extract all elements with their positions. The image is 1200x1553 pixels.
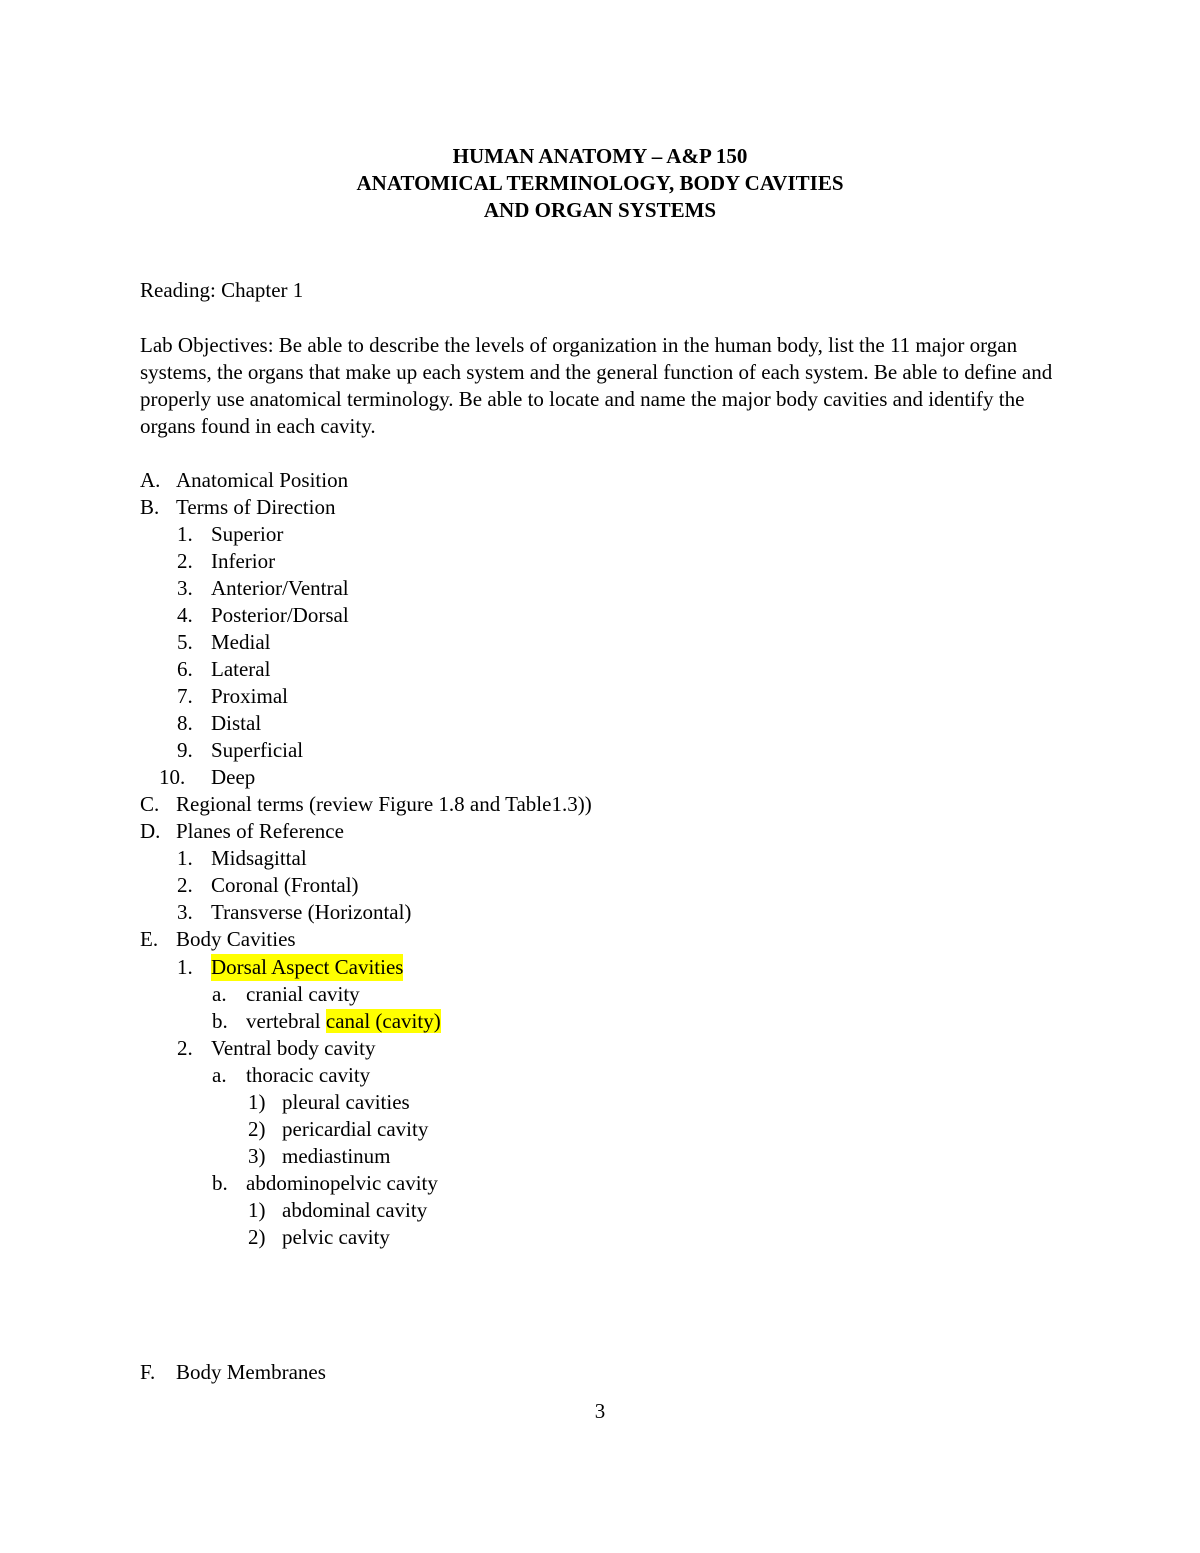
dorsal-cavities-highlighted: Dorsal Aspect Cavities: [211, 955, 404, 979]
list-marker: 4.: [177, 603, 193, 627]
list-marker: 2.: [177, 1036, 193, 1060]
plane-term: Coronal (Frontal): [211, 873, 359, 897]
outline-marker: F.: [140, 1360, 156, 1384]
list-marker: 7.: [177, 684, 193, 708]
list-marker: 1.: [177, 955, 193, 979]
doc-title-line1: HUMAN ANATOMY – A&P 150: [452, 144, 748, 168]
list-marker: 6.: [177, 657, 193, 681]
plane-term: Transverse (Horizontal): [211, 900, 412, 924]
outline-marker: D.: [140, 819, 161, 843]
outline-marker: A.: [140, 468, 161, 492]
outline-item-anatomical-position: Anatomical Position: [176, 468, 349, 492]
list-marker: 1.: [177, 522, 193, 546]
list-marker: a.: [212, 982, 227, 1006]
list-marker: 8.: [177, 711, 193, 735]
cavity-term: mediastinum: [282, 1144, 391, 1168]
direction-term: Lateral: [211, 657, 271, 681]
cavity-term: abdominopelvic cavity: [246, 1171, 438, 1195]
outline-item-planes-of-reference: Planes of Reference: [176, 819, 344, 843]
outline-item-terms-of-direction: Terms of Direction: [176, 495, 336, 519]
doc-title-line3: AND ORGAN SYSTEMS: [483, 198, 717, 222]
list-marker: 9.: [177, 738, 193, 762]
direction-term: Deep: [211, 765, 256, 789]
outline-marker: B.: [140, 495, 160, 519]
cavity-term: pleural cavities: [282, 1090, 410, 1114]
direction-term: Distal: [211, 711, 262, 735]
list-marker: 2.: [177, 873, 193, 897]
list-marker: b.: [212, 1171, 228, 1195]
direction-term: Anterior/Ventral: [211, 576, 349, 600]
direction-term: Medial: [211, 630, 271, 654]
outline-item-body-cavities: Body Cavities: [176, 927, 296, 951]
cavity-term: cranial cavity: [246, 982, 360, 1006]
list-marker: 2): [248, 1225, 266, 1249]
cavity-term-plain: vertebral: [246, 1009, 326, 1033]
direction-term: Superior: [211, 522, 284, 546]
list-marker: 3): [248, 1144, 266, 1168]
cavity-term-highlighted: canal (cavity): [325, 1009, 441, 1033]
list-marker: 1): [248, 1090, 266, 1114]
list-marker: 3.: [177, 576, 193, 600]
list-marker: 1.: [177, 846, 193, 870]
cavity-term: pericardial cavity: [282, 1117, 429, 1141]
list-marker: 10.: [159, 765, 186, 789]
list-marker: 2.: [177, 549, 193, 573]
plane-term: Midsagittal: [211, 846, 307, 870]
outline-marker: E.: [140, 927, 159, 951]
direction-term: Inferior: [211, 549, 276, 573]
outline-item-body-membranes: Body Membranes: [176, 1360, 326, 1384]
outline-item-regional-terms: Regional terms (review Figure 1.8 and Table1.3)): [176, 792, 592, 816]
direction-term: Proximal: [211, 684, 288, 708]
doc-title-line2: ANATOMICAL TERMINOLOGY, BODY CAVITIES: [356, 171, 844, 195]
list-marker: b.: [212, 1009, 228, 1033]
cavity-term: thoracic cavity: [246, 1063, 371, 1087]
list-marker: 1): [248, 1198, 266, 1222]
ventral-cavity: Ventral body cavity: [211, 1036, 376, 1060]
reading-line: Reading: Chapter 1: [140, 278, 304, 302]
page-number: 3: [594, 1399, 606, 1423]
cavity-term: abdominal cavity: [282, 1198, 428, 1222]
list-marker: 5.: [177, 630, 193, 654]
direction-term: Posterior/Dorsal: [211, 603, 349, 627]
cavity-term: pelvic cavity: [282, 1225, 390, 1249]
outline-marker: C.: [140, 792, 160, 816]
list-marker: a.: [212, 1063, 227, 1087]
list-marker: 3.: [177, 900, 193, 924]
list-marker: 2): [248, 1117, 266, 1141]
lab-objectives: Lab Objectives: Be able to describe the levels of organization in the human body, list the 11 major organ systems, the organs that make up each system and the general function of each system. Be able to define and properly use anatomical terminology. Be able to locate and name the major body cavities and identify the organs found in each cavity.: [140, 333, 1053, 438]
cavity-term-vertebral: [246, 1008, 441, 1035]
direction-term: Superficial: [211, 738, 304, 762]
